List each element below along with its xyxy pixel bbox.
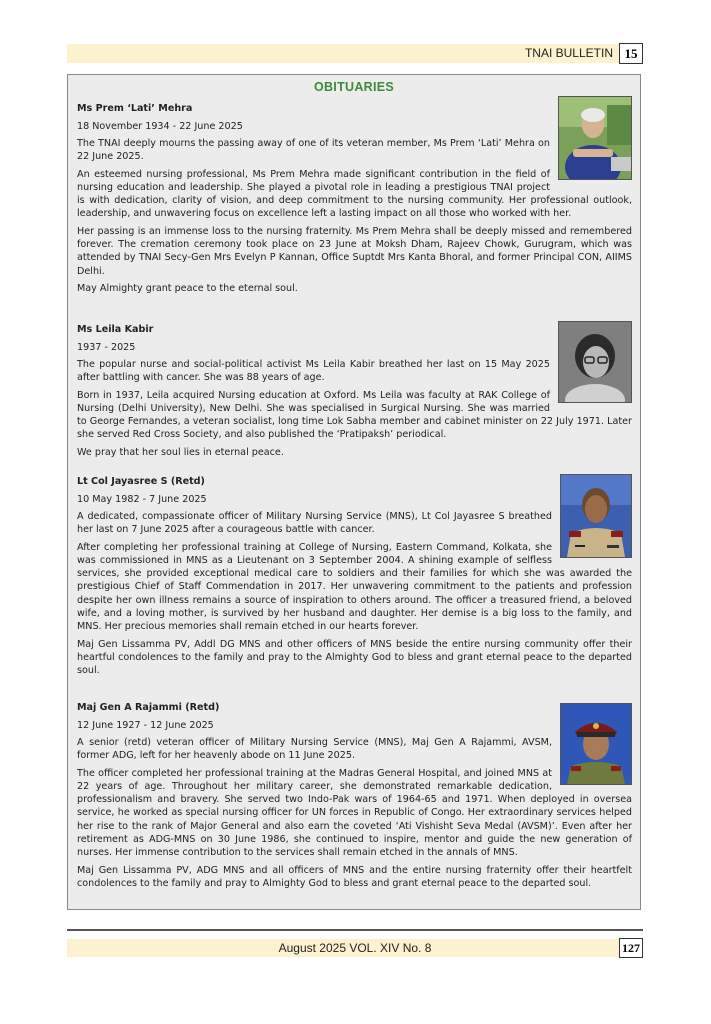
obituary-name: Ms Prem ‘Lati’ Mehra [77,103,193,114]
obituary-name: Lt Col Jayasree S (Retd) [77,476,205,487]
footer-page-number: 127 [619,938,643,958]
footer-divider [67,929,643,931]
obituary-dates: 1937 - 2025 [77,342,136,353]
obituaries-panel [67,74,641,910]
obituary-rajammi [77,701,632,890]
obituary-paragraph: A senior (retd) veteran officer of Military Nursing Service (MNS), Maj Gen A Rajammi, AVSM, former ADG, left for her heavenly abode on 11 June 2025. [77,737,552,762]
obituary-name: Ms Leila Kabir [77,324,154,335]
obituary-dates: 12 June 1927 - 12 June 2025 [77,720,214,731]
bulletin-title: TNAI BULLETIN [524,46,613,60]
obituary-dates: 10 May 1982 - 7 June 2025 [77,494,207,505]
obituary-prem-mehra [77,102,632,295]
obituary-jayasree-s [77,475,632,678]
obituary-name: Maj Gen A Rajammi (Retd) [77,702,220,713]
header-bar [67,44,643,63]
issue-info: August 2025 VOL. XIV No. 8 [278,941,432,955]
obituary-paragraph: An esteemed nursing professional, Ms Prem Mehra made significant contribution in the field of nursing education and leadership. She played a pivotal role in leading a prestigious TNAI project is with dedication, clarity of vision, and deep commitment to the nursing community. Her professional outlook, leadership, and unwavering focus on excellence left a lasting impact on all those who worked with her. [77,168,632,220]
obituary-paragraph: The popular nurse and social-political activist Ms Leila Kabir breathed her last on 15 May 2025 after battling with cancer. She was 88 years of age. [77,359,550,384]
obituary-dates: 18 November 1934 - 22 June 2025 [77,121,243,132]
portrait-photo [560,703,632,785]
footer-bar [67,939,643,957]
obituary-paragraph: The TNAI deeply mourns the passing away of one of its veteran member, Ms Prem ‘Lati’ Mehra on 22 June 2025. [77,138,550,163]
obituary-paragraph: After completing her professional training at College of Nursing, Eastern Command, Kolkata, she was commissioned in MNS as a Lieutenant on 3 September 2004. A shining example of selfless services, she provided exceptional medical care to soldiers and their families for which she was awarded the prestigious Chief of Staff Commendation in 2017. Her unwavering commitment to the patients and profession despite her own illness remains a source of inspiration to others around. The officer a treasured friend, a beloved wife, and a loving mother, is survived by her husband and daughter. Her demise is a big loss to the family, and MNS. Her precious memories shall remain etched in our hearts forever. [77,541,632,633]
obituary-paragraph: Maj Gen Lissamma PV, ADG MNS and all officers of MNS and the entire nursing fraternity offer their heartfelt condolences to the family and pray to Almighty God to bless and grant eternal peace to the departed soul. [77,864,632,889]
portrait-photo [558,96,632,180]
obituary-paragraph: The officer completed her professional training at the Madras General Hospital, and joined MNS at 22 years of age. Throughout her military career, she demonstrated remarkable dedication, professionalism and bravery. She served two Indo-Pak wars of 1964-65 and 1971. When deployed in oversea service, he worked as special nursing officer for UN forces in Republic of Congo. Her extraordinary services helped her rise to the rank of Major General and also earn the coveted ‘Ati Vishisht Seva Medal (AVSM)’. Even after her retirement as ADG-MNS on 30 June 1986, she continued to inspire, mentor and guide the new generation of nurses. Her immense contribution to the services shall remain etched in the annals of MNS. [77,767,632,859]
obituary-paragraph: We pray that her soul lies in eternal peace. [77,446,284,458]
obituary-paragraph: May Almighty grant peace to the eternal soul. [77,282,298,294]
portrait-photo [558,321,632,403]
section-heading: OBITUARIES [313,80,395,94]
obituary-paragraph: A dedicated, compassionate officer of Military Nursing Service (MNS), Lt Col Jayasree S breathed her last on 7 June 2025 after a courageous battle with cancer. [77,511,552,536]
obituary-leila-kabir [77,323,632,459]
obituary-paragraph: Her passing is an immense loss to the nursing fraternity. Ms Prem Mehra shall be deeply missed and remembered forever. The cremation ceremony took place on 23 June at Moksh Dham, Rajeev Chowk, Gurugram, which was attended by TNAI Secy-Gen Mrs Evelyn P Kannan, Office Suptdt Mrs Kanta Bhoral, and former Principal CON, AIIMS Delhi. [77,225,632,277]
obituary-paragraph: Maj Gen Lissamma PV, Addl DG MNS and other officers of MNS beside the entire nursing community offer their heartful condolences to the family and pray to the Almighty God to bless and grant eternal peace to the departed soul. [77,638,632,677]
page-number: 15 [619,43,643,64]
portrait-photo [560,474,632,558]
obituary-paragraph: Born in 1937, Leila acquired Nursing education at Oxford. Ms Leila was faculty at RAK College of Nursing (Delhi University), New Delhi. She was specialised in Surgical Nursing. She was married to George Fernandes, a veteran socialist, long time Lok Sabha member and cabinet minister on 22 July 1971. Later she served Red Cross Society, and also published the ‘Pratipaksh’ periodical. [77,389,632,441]
